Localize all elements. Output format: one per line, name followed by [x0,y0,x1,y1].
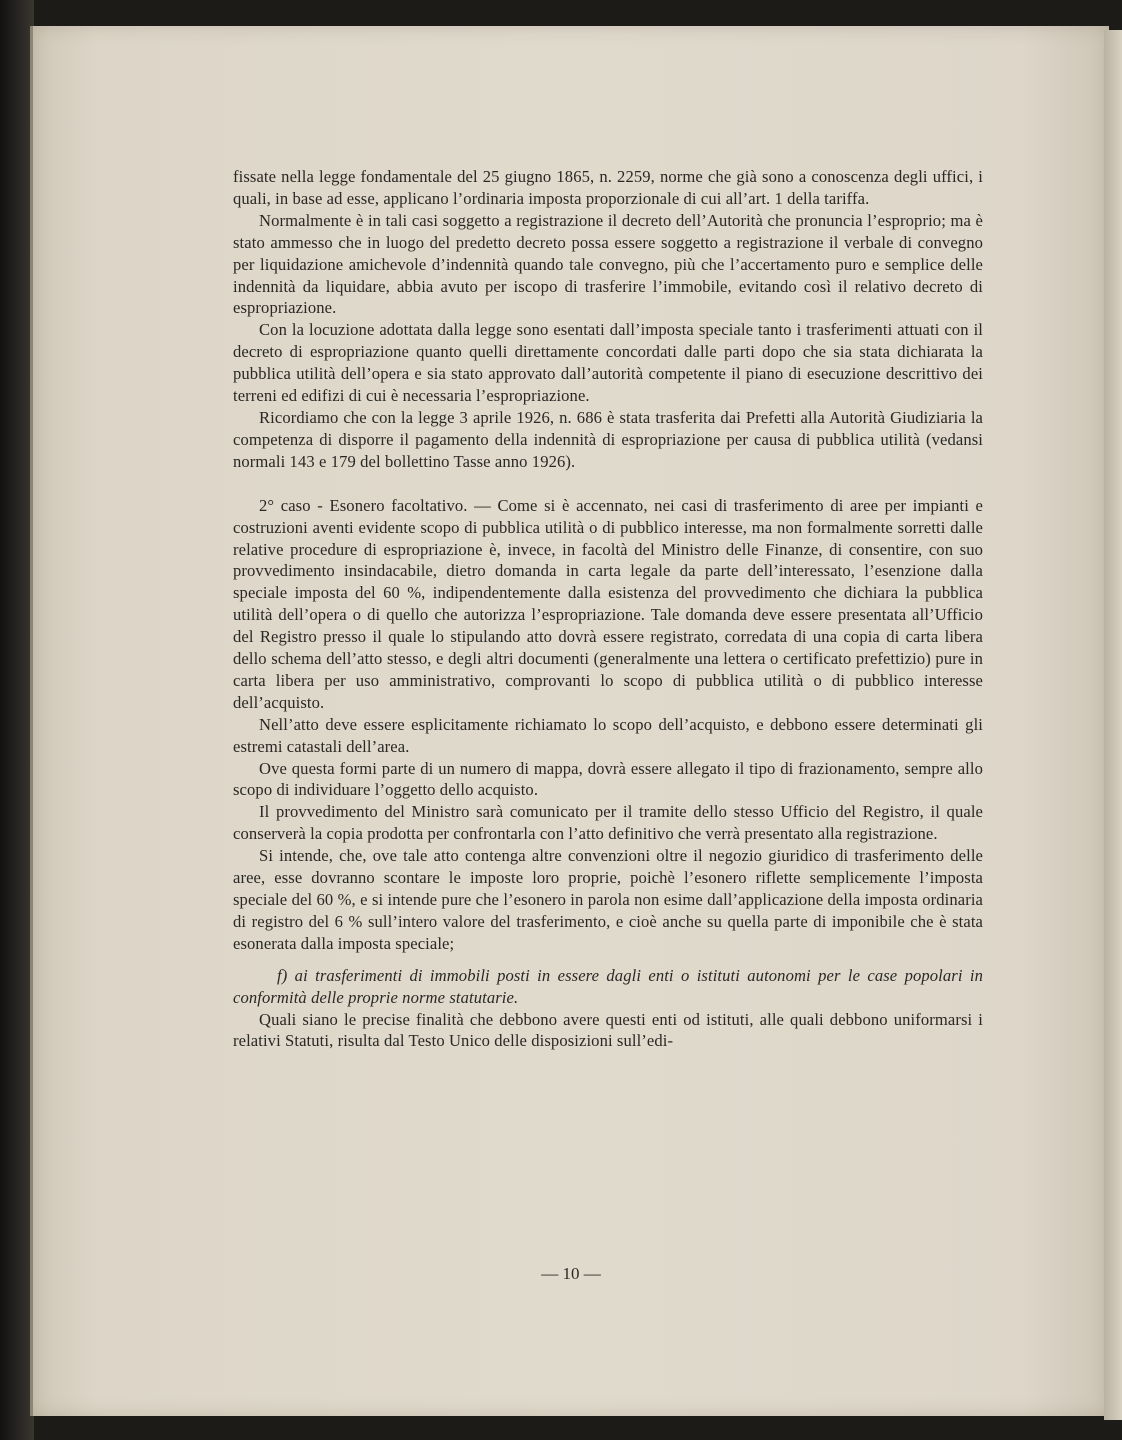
paragraph-1: fissate nella legge fondamentale del 25 giugno 1865, n. 2259, norme che già sono a conoscenza degli uffici, i quali, in base ad esse, applicano l’ordinaria imposta proporzionale di cui all’art. 1 della tariffa. [233,167,983,208]
paragraph-2: Normalmente è in tali casi soggetto a registrazione il decreto dell’Autorità che pronuncia l’esproprio; ma è stato ammesso che in luogo del predetto decreto possa essere soggetto a registrazione il verbale di convegno per liquidazione amichevole d’indennità quando tale convegno, più che l’accertamento puro e semplice delle indennità da liquidare, abbia avuto per iscopo di trasferire l’immobile, evitando così il relativo decreto di espropriazione. [233,210,983,318]
paragraph-3: Con la locuzione adottata dalla legge sono esentati dall’imposta speciale tanto i trasferimenti attuati con il decreto di espropriazione quanto quelli direttamente concordati dalle parti dopo che sia stata dichiarata la pubblica utilità dell’opera e sia stato approvato dall’autorità competente il piano di esecuzione descrittivo dei terreni ed edifizi di cui è necessaria l’espropriazione. [233,320,983,406]
paragraph-8: Il provvedimento del Ministro sarà comunicato per il tramite dello stesso Ufficio del Registro, il quale conserverà la copia prodotta per confrontarla con l’atto definitivo che verrà presentato alla registrazione. [233,802,983,844]
paragraph-4: Ricordiamo che con la legge 3 aprile 1926, n. 686 è stata trasferita dai Prefetti alla Autorità Giudiziaria la competenza di disporre il pagamento della indennità di espropriazione per causa di pubblica utilità (vedansi normali 143 e 179 del bollettino Tasse anno 1926). [233,407,983,471]
paragraph-item-f: f) ai trasferimenti di immobili posti in essere dagli enti o istituti autonomi per le case popolari in conformità delle proprie norme statutarie. [233,965,983,1007]
paragraph-9: Si intende, che, ove tale atto contenga altre convenzioni oltre il negozio giuridico di trasferimento delle aree, esse dovranno scontare le imposte loro proprie, poichè l’esonero riflette semplicemente l’imposta speciale del 60 %, e si intende pure che l’esonero in parola non esime dall’applicazione della imposta ordinaria di registro del 6 % sull’intero valore del trasferimento, e cioè anche su quella parte di imponibile che è stata esonerata dalla imposta speciale; [233,846,983,953]
document-page [30,26,1109,1416]
paragraph-11: Quali siano le precise finalità che debbono avere questi enti od istituti, alle quali debbono uniformarsi i relativi Statuti, risulta dal Testo Unico delle disposizioni sull’edi- [233,1009,983,1051]
next-page-edge [1104,30,1122,1420]
paragraph-case-2: 2° caso - Esonero facoltativo. — Come si è accennato, nei casi di trasferimento di aree per impianti e costruzioni aventi evidente scopo di pubblica utilità o di pubblico interesse, ma non formalmente sorretti dalle relative procedure di espropriazione è, invece, in facoltà del Ministro delle Finanze, di consentire, con suo provvedimento insindacabile, dietro domanda in carta legale da parte dell’interessato, l’esenzione dalla speciale imposta del 60 %, indipendentemente dalla esistenza del provvedimento che dichiara la pubblica utilità dell’opera o di quello che autorizza l’espropriazione. Tale domanda deve essere presentata all’Ufficio del Registro presso il quale lo stipulando atto dovrà essere registrato, corredata di una copia di carta libera dello schema dell’atto stesso, e degli altri documenti (generalmente una lettera o certificato prefettizio) pure in carta libera per uso amministrativo, comprovanti lo scopo di pubblica utilità o di pubblico interesse dell’acquisto. [233,495,983,712]
page-number: — 10 — [541,1264,601,1283]
paragraph-6: Nell’atto deve essere esplicitamente richiamato lo scopo dell’acquisto, e debbono essere determinati gli estremi catastali dell’area. [233,714,983,756]
book-spine [0,0,34,1440]
body-text [233,166,983,1052]
paragraph-7: Ove questa formi parte di un numero di mappa, dovrà essere allegato il tipo di frazionamento, sempre allo scopo di individuare l’oggetto dello acquisto. [233,758,983,800]
